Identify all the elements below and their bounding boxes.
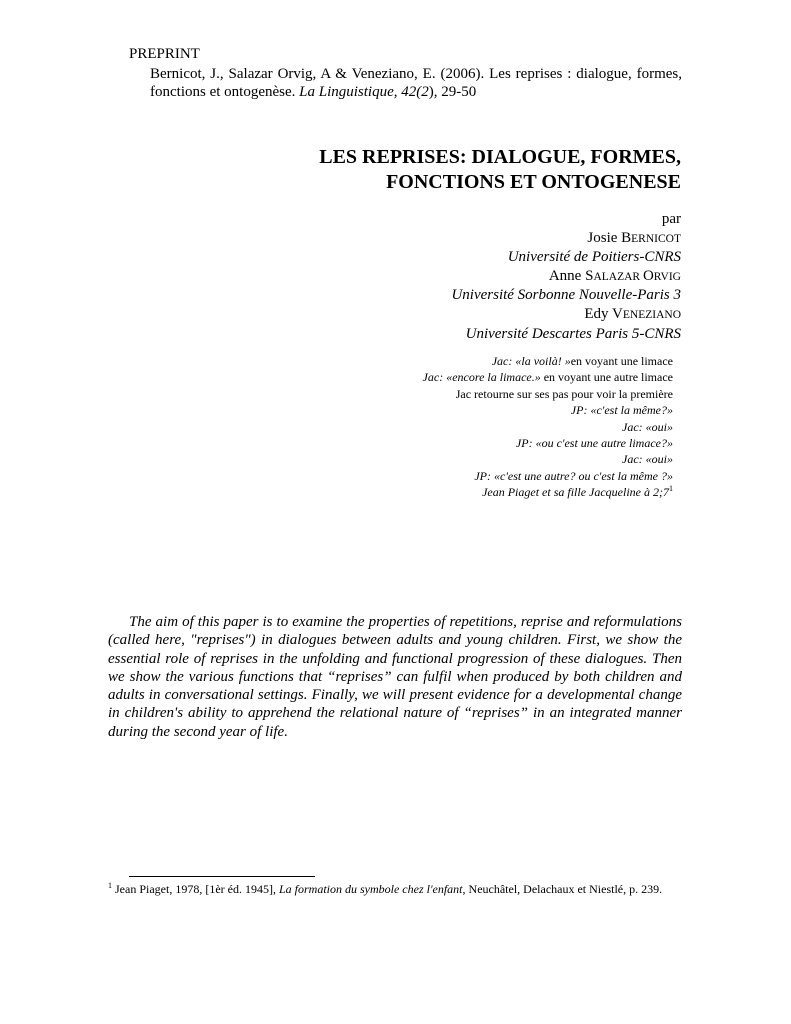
author-2-initial-1: S [585, 267, 594, 284]
epigraph-line-3: Jac retourne sur ses pas pour voir la première [455, 386, 673, 401]
par-label: par [661, 211, 681, 227]
preprint-label: PREPRINT [129, 46, 200, 62]
title-line-1: LES REPRISES: DIALOGUE, FORMES, [319, 146, 681, 168]
author-1-affiliation: Université de Poitiers-CNRS [507, 249, 681, 266]
epigraph-line-1-italic: Jac: «la voilà! » [491, 354, 571, 368]
author-3 [451, 305, 681, 325]
title-line-2: FONCTIONS ET ONTOGENESE [386, 171, 681, 193]
epigraph-line-2 [423, 369, 673, 385]
author-2-rest-1: ALAZAR [593, 270, 643, 283]
epigraph-line-2-italic: Jac: «encore la limace.» [422, 370, 541, 385]
epigraph-attribution [423, 484, 673, 500]
footnote-book-title: La formation du symbole chez l'enfant [278, 882, 463, 896]
footnote-divider [129, 876, 315, 877]
author-2-initial-2: O [642, 267, 654, 284]
epigraph-line-6: JP: «ou c'est une autre limace?» [515, 436, 673, 451]
citation [150, 65, 682, 101]
author-1-initial: B [621, 229, 632, 246]
epigraph-line-1-rest: en voyant une limace [570, 354, 673, 368]
author-2-rest-2: RVIG [653, 270, 681, 283]
citation-prefix: Bernicot, J., Salazar Orvig, A & Veneziano, E. (2006). Les reprises : dialogue, formes, fonctions et ontogenèse. [150, 66, 682, 100]
author-3-initial: V [612, 305, 623, 322]
footnote-suffix: , Neuchâtel, Delachaux et Niestlé, p. 239. [462, 882, 663, 896]
author-3-rest: ENEZIANO [622, 308, 681, 321]
epigraph-line-5: Jac: «oui» [622, 419, 673, 434]
epigraph-line-8: JP: «c'est une autre? ou c'est la même ?» [474, 468, 673, 483]
author-1 [451, 229, 681, 249]
epigraph [423, 353, 673, 501]
author-3-first: Edy [584, 305, 613, 322]
author-1-rest: ERNICOT [631, 232, 681, 245]
footnote-prefix: Jean Piaget, 1978, [1èr éd. 1945], [112, 882, 279, 896]
author-2 [451, 267, 681, 287]
epigraph-line-7: Jac: «oui» [622, 452, 673, 467]
footnote [108, 882, 682, 898]
author-2-first: Anne [548, 267, 586, 284]
abstract: The aim of this paper is to examine the properties of repetitions, reprise and reformulations (called here, "reprises") in dialogues between adults and young children. First, we show the essential role of reprises in the unfolding and functional progression of these dialogues. Then we show the various functions that “reprises” can fulfil when produced by both children and adults in conversational settings. Finally, we will present evidence for a developmental change in children's ability to apprehend the relational nature of “reprises” in an integrated manner during the second year of life. [108, 614, 682, 740]
citation-journal: La Linguistique, 42(2 [299, 84, 429, 100]
epigraph-line-2-rest: en voyant une autre limace [540, 370, 673, 385]
author-2-affiliation: Université Sorbonne Nouvelle-Paris 3 [451, 287, 681, 304]
author-3-affiliation: Université Descartes Paris 5-CNRS [465, 325, 681, 342]
epigraph-line-4: JP: «c'est la même?» [570, 403, 673, 418]
author-block [451, 210, 681, 343]
epigraph-attribution-text: Jean Piaget et sa fille Jacqueline à 2;7 [482, 485, 669, 500]
author-1-first: Josie [587, 229, 622, 246]
paper-title [319, 145, 681, 195]
footnote-marker: 1 [108, 881, 112, 890]
citation-suffix: ), 29-50 [428, 84, 477, 100]
footnote-ref-marker[interactable]: 1 [669, 484, 673, 494]
epigraph-line-1 [423, 353, 673, 369]
